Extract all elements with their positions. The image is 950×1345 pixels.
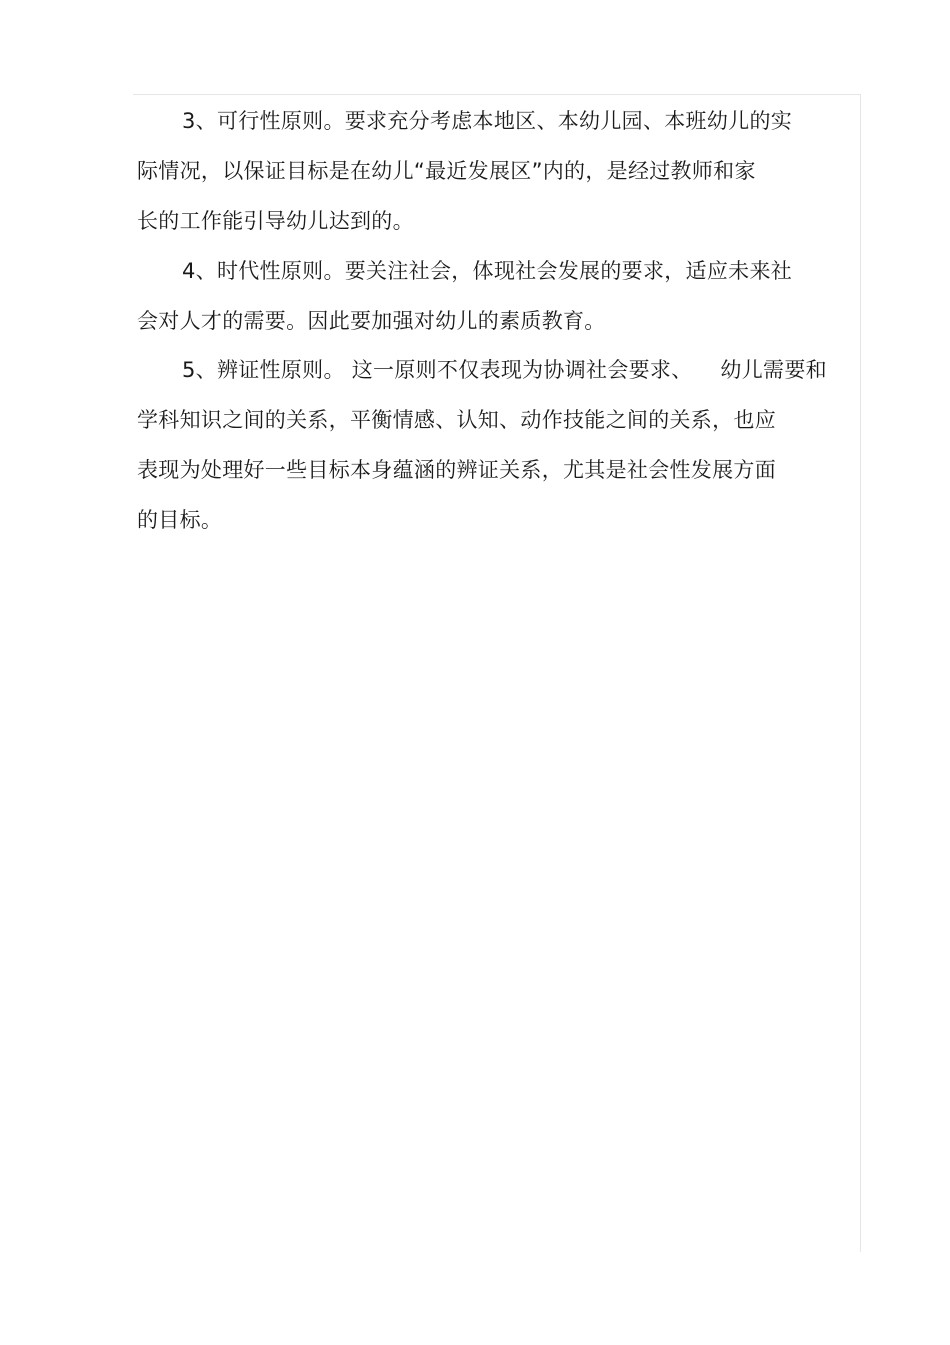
- principle-5-line-2: 学科知识之间的关系，平衡情感、认知、动作技能之间的关系，也应: [137, 408, 776, 432]
- page-border-right: [860, 94, 861, 1252]
- principle-4-line-2: 会对人才的需要。因此要加强对幼儿的素质教育。: [137, 309, 606, 333]
- principle-5-line-4: 的目标。: [137, 508, 223, 532]
- principle-4-line-1: 4、时代性原则。要关注社会，体现社会发展的要求，适应未来社: [182, 259, 793, 283]
- principle-3-line-2: 际情况，以保证目标是在幼儿“最近发展区”内的，是经过教师和家: [137, 159, 756, 183]
- principle-5-line-3: 表现为处理好一些目标本身蕴涵的辨证关系，尤其是社会性发展方面: [137, 458, 776, 482]
- principle-5-line-1: 5、辨证性原则。 这一原则不仅表现为协调社会要求、 幼儿需要和: [182, 358, 827, 382]
- principle-3-line-1: 3、可行性原则。要求充分考虑本地区、本幼儿园、本班幼儿的实: [182, 109, 793, 133]
- principle-3-line-3: 长的工作能引导幼儿达到的。: [137, 209, 414, 233]
- page-border-top: [133, 94, 861, 95]
